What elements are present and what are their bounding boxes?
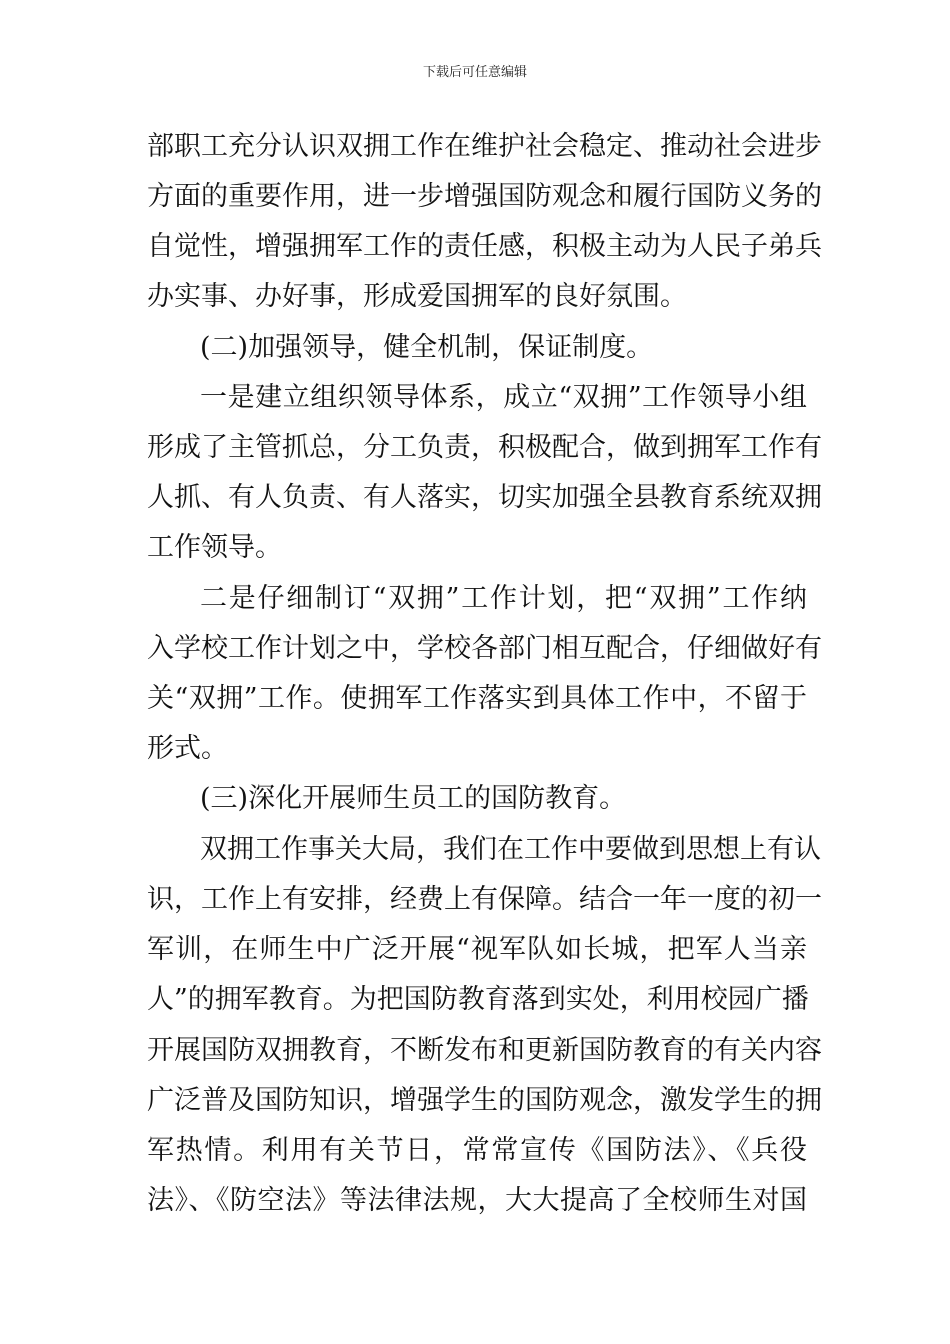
section-heading: (三)深化开展师生员工的国防教育。 (200, 783, 627, 814)
text-line: 开展国防双拥教育，不断发布和更新国防教育的有关内容 (147, 1035, 822, 1066)
page-header: 下载后可任意编辑 (422, 65, 527, 80)
text-line: 形成了主管抓总，分工负责，积极配合，做到拥军工作有 (147, 432, 822, 463)
text-line: 一是建立组织领导体系，成立“双拥”工作领导小组 (200, 382, 807, 413)
text-line: 形式。 (147, 733, 228, 764)
text-line: 广泛普及国防知识，增强学生的国防观念，激发学生的拥 (147, 1085, 822, 1116)
text-line: 方面的重要作用，进一步增强国防观念和履行国防义务的 (147, 181, 822, 212)
text-line: 人”的拥军教育。为把国防教育落到实处，利用校园广播 (147, 984, 809, 1015)
text-line: 工作领导。 (147, 532, 282, 563)
text-line: 办实事、办好事，形成爱国拥军的良好氛围。 (147, 281, 687, 312)
text-line: 识，工作上有安排，经费上有保障。结合一年一度的初一 (147, 884, 822, 915)
text-line: 关“双拥”工作。使拥军工作落实到具体工作中，不留于 (147, 683, 807, 714)
text-line: 双拥工作事关大局，我们在工作中要做到思想上有认 (200, 834, 821, 865)
text-line: 军热情。利用有关节日，常常宣传《国防法》、《兵役 (147, 1135, 807, 1166)
text-line: 自觉性，增强拥军工作的责任感，积极主动为人民子弟兵 (147, 231, 822, 262)
text-line: 二是仔细制订“双拥”工作计划，把“双拥”工作纳 (200, 583, 807, 614)
text-line: 入学校工作计划之中，学校各部门相互配合，仔细做好有 (147, 633, 822, 664)
text-line: 人抓、有人负责、有人落实，切实加强全县教育系统双拥 (147, 482, 822, 513)
text-line: 军训，在师生中广泛开展“视军队如长城，把军人当亲 (147, 934, 807, 965)
text-line: 法》、《防空法》等法律法规，大大提高了全校师生对国 (147, 1185, 807, 1216)
text-line: 部职工充分认识双拥工作在维护社会稳定、推动社会进步 (147, 131, 822, 162)
section-heading: (二)加强领导，健全机制，保证制度。 (200, 332, 654, 363)
